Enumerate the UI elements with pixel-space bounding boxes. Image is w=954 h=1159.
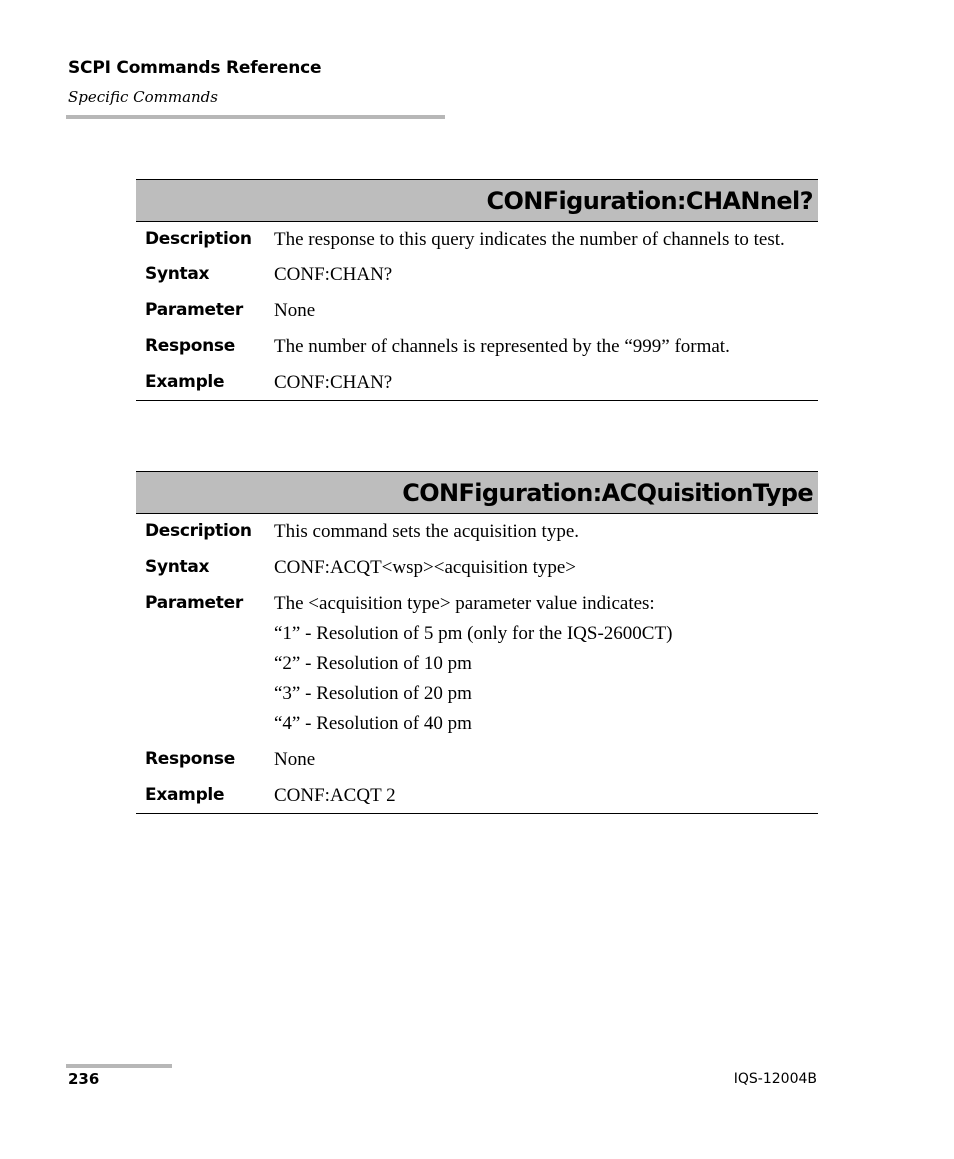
parameter-line: “1” - Resolution of 5 pm (only for the IQS-2600CT)	[274, 623, 673, 644]
row-example	[136, 371, 818, 400]
row-label: Syntax	[145, 264, 210, 284]
footer-divider	[66, 1064, 172, 1068]
command-table-channel	[136, 179, 818, 401]
row-value: CONF:ACQT<wsp><acquisition type>	[274, 557, 576, 578]
row-syntax	[136, 556, 818, 579]
row-value: The response to this query indicates the number of channels to test.	[274, 229, 785, 250]
parameter-line: “4” - Resolution of 40 pm	[274, 713, 472, 734]
row-parameter	[136, 592, 818, 735]
row-description	[136, 228, 818, 251]
row-response	[136, 748, 818, 771]
page-number: 236	[68, 1070, 100, 1088]
row-label: Response	[145, 336, 235, 356]
command-table-acquisition-type	[136, 471, 818, 814]
row-parameter	[136, 299, 818, 322]
row-label: Description	[145, 229, 252, 249]
document-id: IQS-12004B	[733, 1071, 817, 1087]
parameter-line: “3” - Resolution of 20 pm	[274, 683, 472, 704]
row-description	[136, 520, 818, 543]
row-value: None	[274, 749, 316, 770]
row-value: CONF:CHAN?	[274, 264, 393, 285]
row-label: Response	[145, 749, 235, 769]
parameter-line: “2” - Resolution of 10 pm	[274, 653, 472, 674]
row-value: CONF:CHAN?	[274, 372, 393, 393]
row-value	[274, 592, 818, 735]
row-label: Example	[145, 785, 225, 805]
command-title: CONFiguration:ACQuisitionType	[136, 471, 818, 514]
row-example	[136, 784, 818, 813]
row-response	[136, 335, 818, 358]
row-label: Parameter	[145, 300, 243, 320]
running-header-title: SCPI Commands Reference	[68, 58, 322, 78]
command-title: CONFiguration:CHANnel?	[136, 179, 818, 222]
row-value: The number of channels is represented by the “999” format.	[274, 336, 730, 357]
running-header-subtitle: Specific Commands	[68, 88, 218, 106]
parameter-line: The <acquisition type> parameter value indicates:	[274, 593, 655, 614]
row-label: Example	[145, 372, 225, 392]
row-label: Syntax	[145, 557, 210, 577]
header-divider	[66, 115, 445, 119]
row-label: Description	[145, 521, 252, 541]
row-label: Parameter	[145, 593, 243, 613]
row-value: This command sets the acquisition type.	[274, 521, 580, 542]
row-value: None	[274, 300, 316, 321]
row-value: CONF:ACQT 2	[274, 785, 396, 806]
row-syntax	[136, 263, 818, 286]
